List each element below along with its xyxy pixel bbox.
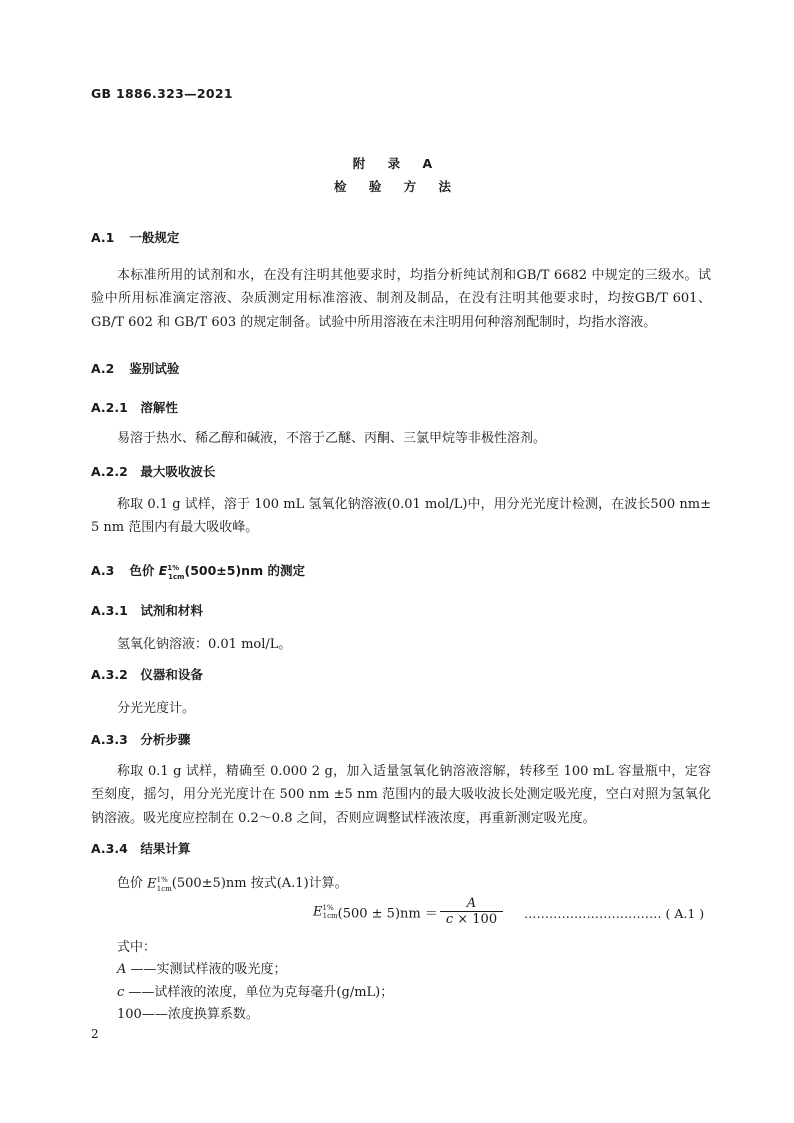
section-number: A.2.2	[91, 464, 128, 479]
where-symbol: A	[117, 962, 127, 977]
formula-lhs: (500 ± 5)nm ＝	[337, 906, 438, 922]
formula-numerator: A	[466, 896, 477, 911]
section-a22-heading	[91, 462, 215, 480]
e-symbol: E	[147, 876, 157, 891]
section-title: 试剂和材料	[140, 603, 203, 618]
section-a22-paragraph: 称取 0.1 g 试样，溶于 100 mL 氢氧化钠溶液(0.01 mol/L)中，用分光光度计检测，在波长500 nm± 5 nm 范围内有最大吸收峰。	[91, 497, 711, 536]
e-symbol: E	[313, 903, 323, 919]
where-description: 试样液的浓度，单位为克每毫升(g/mL)；	[154, 985, 394, 1000]
section-number: A.3	[91, 563, 115, 578]
section-a33-paragraph: 称取 0.1 g 试样，精确至 0.000 2 g，加入适量氢氧化钠溶液溶解，转移至 100 mL 容量瓶中，定容至刻度，摇匀，用分光光度计在 500 nm ±5 nm 范围内的最大吸收波长处测定吸光度，空白对照为氢氧化钠溶液。吸光度应控制在 0.2～0.8 之间，否则应调整试样液浓度，再重新测定吸光度。	[91, 764, 711, 826]
section-title: 鉴别试验	[129, 361, 180, 376]
section-number: A.3.2	[91, 667, 128, 682]
section-title: 最大吸收波长	[140, 464, 216, 479]
section-title: 溶解性	[140, 400, 178, 415]
standard-number: GB 1886.323—2021	[91, 86, 233, 101]
where-dash: ——	[126, 962, 157, 977]
section-number: A.1	[91, 230, 115, 245]
section-a34-heading	[91, 839, 190, 857]
formula-fraction	[440, 896, 503, 928]
section-title-prefix: 色价	[129, 563, 159, 578]
section-a32-paragraph: 分光光度计。	[117, 701, 196, 716]
e-subscript: 1cm	[156, 884, 172, 893]
intro-suffix: (500±5)nm 按式(A.1)计算。	[171, 876, 348, 891]
section-a21-paragraph: 易溶于热水、稀乙醇和碱液，不溶于乙醚、丙酮、三氯甲烷等非极性溶剂。	[117, 431, 547, 446]
section-a32-heading	[91, 665, 203, 683]
e-superscript: 1%	[156, 875, 168, 884]
section-title: 仪器和设备	[140, 667, 203, 682]
section-number: A.3.4	[91, 841, 128, 856]
page-number: 2	[91, 1027, 99, 1041]
section-title: 分析步骤	[140, 732, 191, 747]
section-a1-paragraph: 本标准所用的试剂和水，在没有注明其他要求时，均指分析纯试剂和GB/T 6682 中规定的三级水。试验中所用标准滴定溶液、杂质测定用标准溶液、制剂及制品，在没有注明其他要求时，均按GB/T 601、GB/T 602 和 GB/T 603 的规定制备。试验中所用溶液在未注明用何种溶剂配制时，均指水溶液。	[91, 268, 711, 330]
where-dash: ——	[141, 1007, 168, 1022]
annex-title: 附 录 A	[352, 156, 442, 171]
denominator-rest: × 100	[453, 912, 498, 927]
section-number: A.2	[91, 361, 115, 376]
where-item	[117, 958, 287, 977]
annex-subtitle: 检 验 方 法	[333, 179, 461, 194]
section-a3-heading	[91, 561, 305, 581]
section-title-suffix: (500±5)nm 的测定	[184, 563, 305, 578]
section-a33-heading	[91, 730, 190, 748]
formula-label: …………………………… ( A.1 )	[524, 906, 705, 921]
formula-denominator	[440, 911, 503, 928]
where-description: 实测试样液的吸光度；	[156, 962, 287, 977]
where-dash: ——	[124, 985, 155, 1000]
e-symbol: E	[158, 563, 168, 578]
where-description: 浓度换算系数。	[167, 1007, 259, 1022]
formula	[313, 896, 503, 928]
section-number: A.2.1	[91, 400, 128, 415]
where-item	[117, 981, 393, 1000]
where-symbol: c	[117, 985, 125, 1000]
section-a31-heading	[91, 601, 203, 619]
where-item	[117, 1003, 259, 1022]
section-a34-intro	[117, 872, 348, 893]
section-a31-paragraph: 氢氧化钠溶液：0.01 mol/L。	[117, 637, 292, 652]
intro-prefix: 色价	[117, 876, 148, 891]
e-subscript: 1cm	[322, 912, 338, 921]
e-superscript: 1%	[322, 903, 334, 912]
e-subscript: 1cm	[168, 572, 185, 581]
e-superscript: 1%	[167, 563, 180, 572]
denominator-variable: c	[445, 912, 454, 927]
section-a2-heading	[91, 359, 179, 377]
where-symbol: 100	[117, 1007, 142, 1022]
section-title: 一般规定	[129, 230, 180, 245]
section-number: A.3.1	[91, 603, 128, 618]
where-intro: 式中：	[117, 940, 157, 955]
section-number: A.3.3	[91, 732, 128, 747]
section-a1-heading	[91, 228, 179, 246]
section-a21-heading	[91, 398, 178, 416]
section-title: 结果计算	[140, 841, 191, 856]
